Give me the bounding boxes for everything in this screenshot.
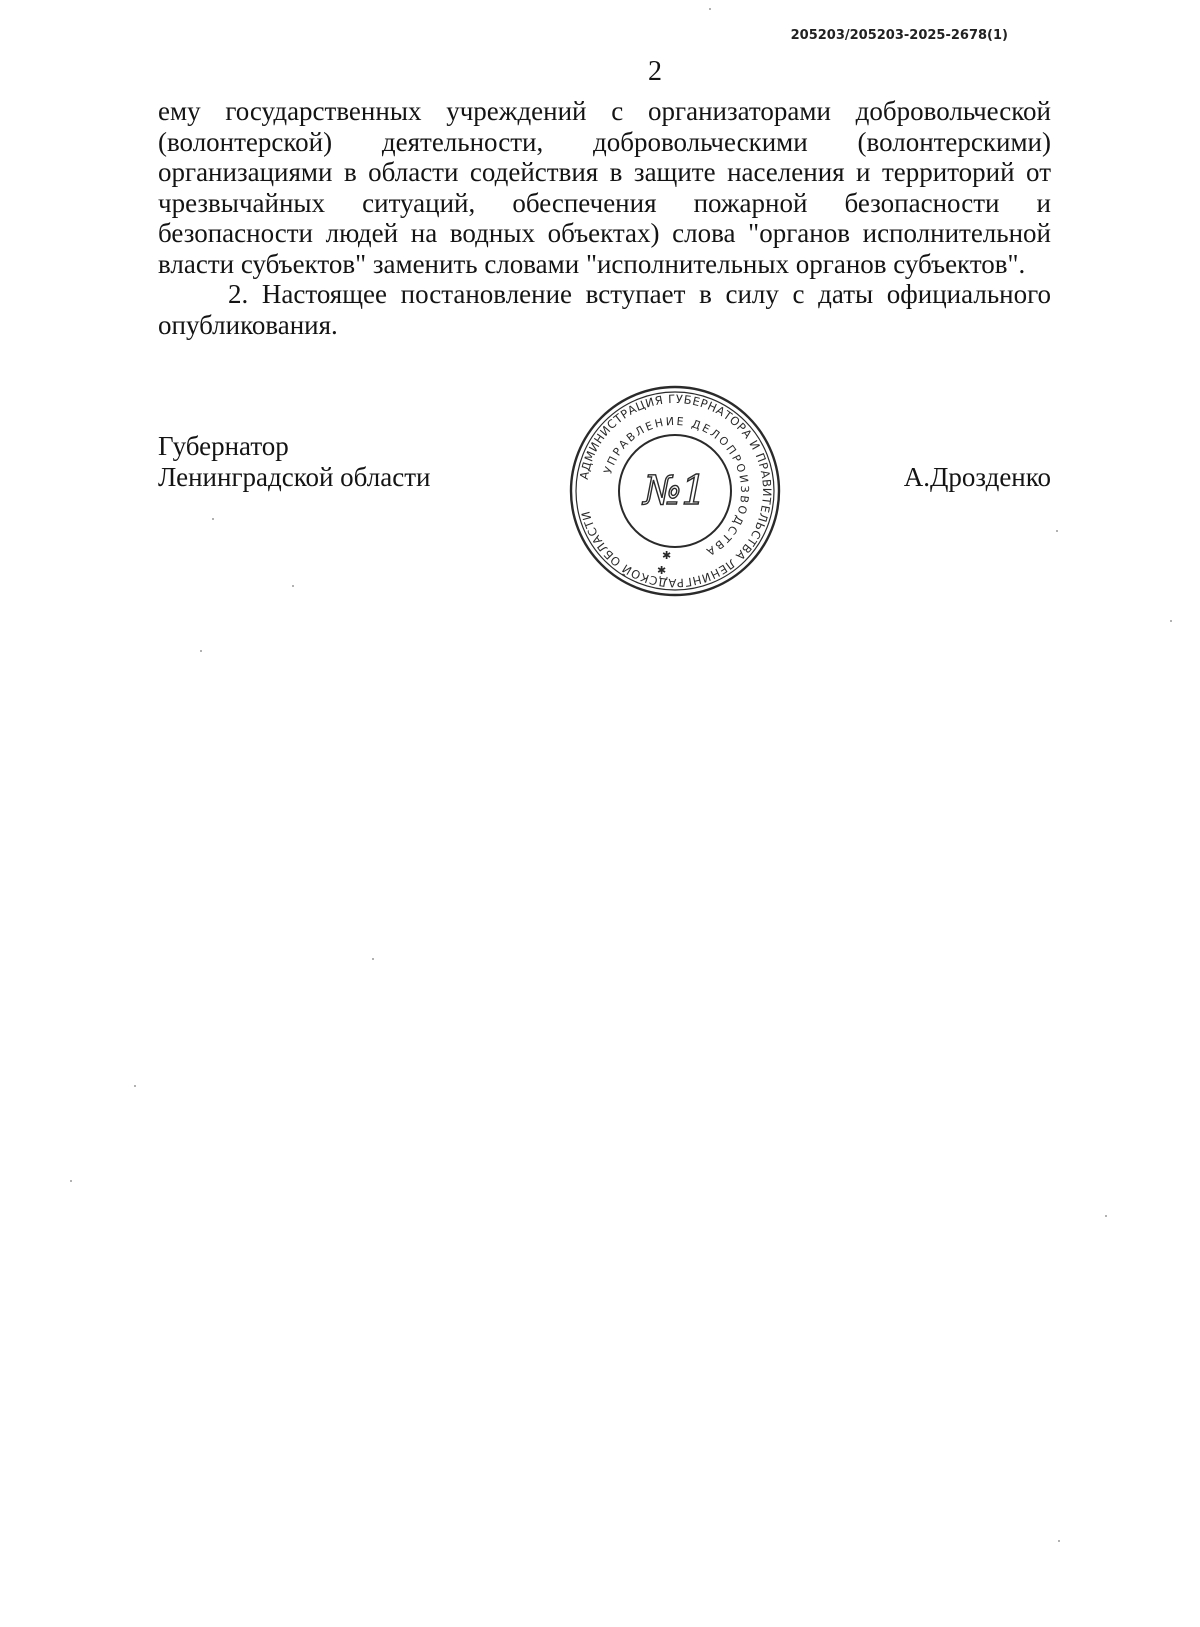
official-seal-stamp (568, 384, 782, 598)
seal-star-icons (657, 549, 671, 577)
signatory-title (158, 431, 430, 492)
signatory-title-line-1: Губернатор (158, 431, 289, 461)
seal-outer-text: АДМИНИСТРАЦИЯ ГУБЕРНАТОРА И ПРАВИТЕЛЬСТВА ЛЕНИНГРАДСКОЙ ОБЛАСТИ (576, 391, 775, 591)
signatory-name: А.Дрозденко (903, 462, 1051, 492)
document-body (158, 96, 1051, 340)
star-icon: ✱ (662, 549, 672, 562)
signatory-title-line-2: Ленинградской области (158, 461, 431, 492)
seal-inner-text: УПРАВЛЕНИЕ ДЕЛОПРОИЗВОДСТВА (601, 414, 752, 560)
page-number: 2 (648, 56, 662, 87)
document-registration-number: 205203/205203-2025-2678(1) (790, 28, 1008, 43)
seal-center-number: №1 (643, 468, 707, 514)
paragraph-effective-date: 2. Настоящее постановление вступает в силу с даты официального опубликования. (158, 279, 1051, 340)
star-icon: ✱ (657, 564, 667, 577)
paragraph-continuation: ему государственных учреждений с организаторами добровольческой (волонтерской) деятельности, добровольческими (волонтерскими) организациями в области содействия в защите населения и территорий от чрезвычайных ситуаций, обеспечения пожарной безопасности и безопасности людей на водных объектах) слова "органов исполнительной власти субъектов" заменить словами "исполнительных органов субъектов". (158, 96, 1051, 279)
seal-graphic (568, 384, 782, 598)
